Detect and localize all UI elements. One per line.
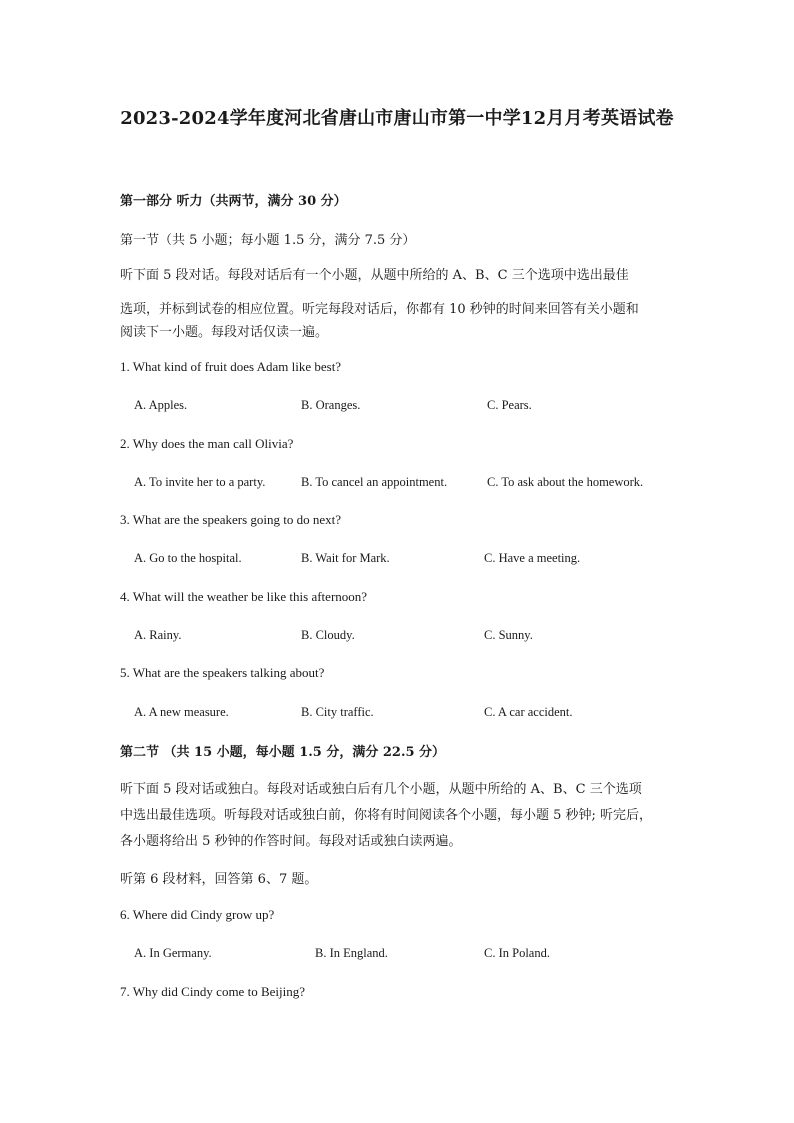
section1-instruction-line: 听下面 5 段对话。每段对话后有一个小题，从题中所给的 A、B、C 三个选项中选出最佳 [120, 268, 629, 283]
option-c: C. To ask about the homework. [487, 475, 644, 489]
option-b: B. Wait for Mark. [301, 551, 390, 565]
option-a: A. To invite her to a party. [134, 475, 266, 489]
option-c: C. Have a meeting. [484, 551, 581, 565]
option-b: B. Oranges. [301, 398, 361, 412]
question-6: 6. Where did Cindy grow up? [120, 907, 275, 922]
question-4: 4. What will the weather be like this afternoon? [120, 589, 368, 604]
section2-instruction-line: 听下面 5 段对话或独白。每段对话或独白后有几个小题，从题中所给的 A、B、C 三个选项 [120, 782, 642, 797]
option-a: A. Rainy. [134, 628, 182, 642]
question-5: 5. What are the speakers talking about? [120, 665, 325, 680]
option-c: C. Pears. [487, 398, 532, 412]
section2-heading: 第二节 （共 15 小题，每小题 1.5 分，满分 22.5 分） [120, 745, 446, 760]
section1-heading: 第一节（共 5 小题；每小题 1.5 分，满分 7.5 分） [120, 233, 416, 248]
question-7: 7. Why did Cindy come to Beijing? [120, 984, 305, 999]
material-6-note: 听第 6 段材料，回答第 6、7 题。 [120, 872, 318, 887]
option-c: C. A car accident. [484, 705, 573, 719]
option-b: B. Cloudy. [301, 628, 355, 642]
option-c: C. Sunny. [484, 628, 533, 642]
option-c: C. In Poland. [484, 946, 550, 960]
part1-heading: 第一部分 听力（共两节，满分 30 分） [120, 194, 347, 209]
section2-instruction-line: 中选出最佳选项。听每段对话或独白前，你将有时间阅读各个小题，每小题 5 秒钟; 听完后， [120, 808, 653, 823]
section1-instruction-line: 阅读下一小题。每段对话仅读一遍。 [120, 325, 329, 340]
option-a: A. Go to the hospital. [134, 551, 242, 565]
exam-title: 2023-2024学年度河北省唐山市唐山市第一中学12月月考英语试卷 [120, 108, 674, 129]
option-a: A. A new measure. [134, 705, 229, 719]
section2-instruction-line: 各小题将给出 5 秒钟的作答时间。每段对话或独白读两遍。 [120, 834, 462, 849]
question-3: 3. What are the speakers going to do next? [120, 512, 342, 527]
option-b: B. City traffic. [301, 705, 374, 719]
section1-instruction-line: 选项，并标到试卷的相应位置。听完每段对话后，你都有 10 秒钟的时间来回答有关小题和 [120, 302, 639, 317]
question-2: 2. Why does the man call Olivia? [120, 436, 294, 451]
option-a: A. In Germany. [134, 946, 212, 960]
option-b: B. To cancel an appointment. [301, 475, 448, 489]
option-b: B. In England. [315, 946, 388, 960]
question-1: 1. What kind of fruit does Adam like best? [120, 359, 342, 374]
option-a: A. Apples. [134, 398, 188, 412]
